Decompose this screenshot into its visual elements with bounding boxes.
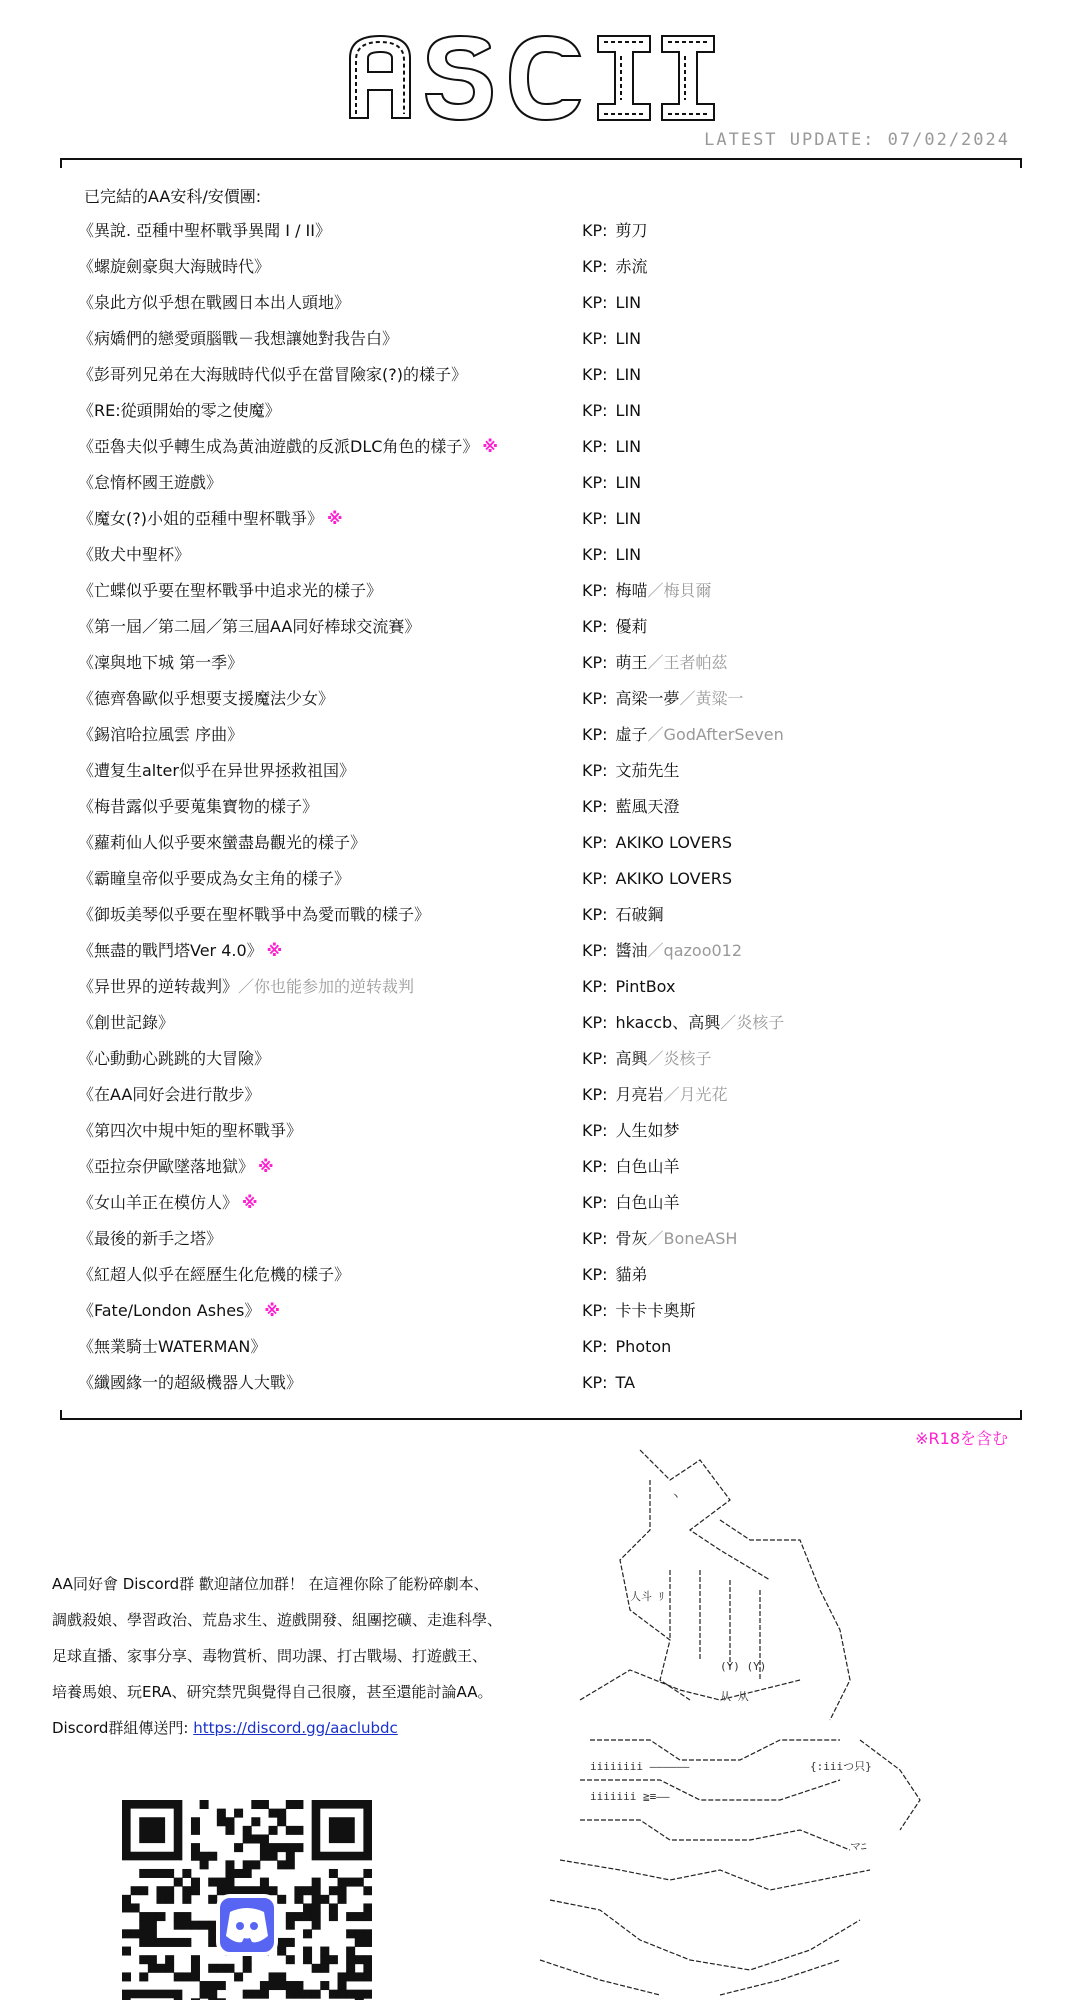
entry-title xyxy=(78,1336,266,1358)
kp-name: 文茄先生 xyxy=(615,761,680,780)
kp-prefix: KP: xyxy=(582,401,608,420)
entry-title xyxy=(78,904,430,926)
list-item xyxy=(78,400,1038,436)
kp-alias: ／qazoo012 xyxy=(647,941,743,960)
latest-update: LATEST UPDATE: 07/02/2024 xyxy=(704,130,1010,150)
list-item xyxy=(78,1048,1038,1084)
list-item xyxy=(78,220,1038,256)
list-item xyxy=(78,1264,1038,1300)
kp-prefix: KP: xyxy=(582,1229,608,1248)
entry-title xyxy=(78,364,467,386)
list-item xyxy=(78,868,1038,904)
kp-prefix: KP: xyxy=(582,617,608,636)
kp-name: hkaccb、高興 xyxy=(615,1013,721,1032)
kp-name: AKIKO LOVERS xyxy=(615,833,732,852)
entry-kp xyxy=(582,1048,712,1070)
kp-prefix: KP: xyxy=(582,1301,608,1320)
entry-kp xyxy=(582,1300,696,1322)
svg-text:从 从: 从 从 xyxy=(720,1690,749,1703)
svg-text:マﾆ: マﾆ xyxy=(850,1840,867,1853)
kp-alias: ／黃粱一 xyxy=(679,689,744,708)
kp-prefix: KP: xyxy=(582,221,608,240)
kp-name: LIN xyxy=(615,473,642,492)
entry-kp xyxy=(582,724,784,746)
list-item xyxy=(78,1192,1038,1228)
entry-title-text: 《創世記錄》 xyxy=(78,1013,175,1032)
list-item xyxy=(78,1084,1038,1120)
entry-kp xyxy=(582,220,648,242)
kp-prefix: KP: xyxy=(582,689,608,708)
entry-kp xyxy=(582,868,732,890)
entry-title xyxy=(78,1192,258,1214)
kp-name: 虛子 xyxy=(615,725,648,744)
entry-kp xyxy=(582,904,664,926)
entry-title xyxy=(78,1300,280,1322)
kp-name: 人生如梦 xyxy=(615,1121,680,1140)
kp-prefix: KP: xyxy=(582,1049,608,1068)
entry-title xyxy=(78,508,343,530)
kp-prefix: KP: xyxy=(582,1193,608,1212)
kp-alias: ／月光花 xyxy=(663,1085,728,1104)
kp-name: 石破鋼 xyxy=(615,905,664,924)
r18-mark: ※ xyxy=(266,941,283,960)
entry-title-text: 《無業騎士WATERMAN》 xyxy=(78,1337,267,1356)
list-item xyxy=(78,796,1038,832)
entry-title-text: 《魔女(?)小姐的亞種中聖杯戰爭》 xyxy=(78,509,323,528)
entry-title-text: 《第一屆／第二屆／第三屆AA同好棒球交流賽》 xyxy=(78,617,421,636)
entry-title-text: 《錫涫哈拉風雲 序曲》 xyxy=(78,725,244,744)
entry-title-text: 《蘿莉仙人似乎要來蠻盡島觀光的樣子》 xyxy=(78,833,367,852)
entry-kp xyxy=(582,688,744,710)
list-item xyxy=(78,1300,1038,1336)
kp-alias: ／梅貝爾 xyxy=(647,581,712,600)
kp-prefix: KP: xyxy=(582,1373,608,1392)
entry-title-text: 《御坂美琴似乎要在聖杯戰爭中為愛而戰的樣子》 xyxy=(78,905,431,924)
entry-title-text: 《心動動心跳跳的大冒險》 xyxy=(78,1049,271,1068)
kp-name: 白色山羊 xyxy=(615,1157,680,1176)
kp-prefix: KP: xyxy=(582,1265,608,1284)
entry-title xyxy=(78,472,222,494)
entry-title xyxy=(78,328,398,350)
kp-prefix: KP: xyxy=(582,1337,608,1356)
entry-title xyxy=(78,1012,174,1034)
entry-title xyxy=(78,1264,350,1286)
list-item xyxy=(78,328,1038,364)
entry-title-text: 《彭哥列兄弟在大海賊時代似乎在當冒險家(?)的樣子》 xyxy=(78,365,467,384)
blurb-line: 足球直播、家事分享、毒物賞析、問功課、打古戰場、打遊戲王、 xyxy=(52,1647,488,1665)
kp-name: 萌王 xyxy=(615,653,648,672)
entry-title-text: 《怠惰杯國王遊戲》 xyxy=(78,473,223,492)
entry-title-text: 《Fate/London Ashes》 xyxy=(78,1301,261,1320)
kp-prefix: KP: xyxy=(582,545,608,564)
entry-title-text: 《霸瞳皇帝似乎要成為女主角的樣子》 xyxy=(78,869,351,888)
kp-prefix: KP: xyxy=(582,293,608,312)
kp-name: 卡卡卡奧斯 xyxy=(615,1301,696,1320)
svg-text:丶: 丶 xyxy=(670,1490,681,1503)
entry-title xyxy=(78,256,270,278)
kp-name: 藍風天澄 xyxy=(615,797,680,816)
kp-prefix: KP: xyxy=(582,257,608,276)
entry-kp xyxy=(582,1336,671,1358)
kp-name: LIN xyxy=(615,401,642,420)
list-item xyxy=(78,688,1038,724)
blurb-line: 調戲殺娘、學習政治、荒島求生、遊戲開發、組團挖礦、走進科學、 xyxy=(52,1611,503,1629)
kp-name: 梅喵 xyxy=(615,581,648,600)
list-item xyxy=(78,1120,1038,1156)
list-item xyxy=(78,940,1038,976)
kp-alias: ／炎核子 xyxy=(647,1049,712,1068)
entry-kp xyxy=(582,256,648,278)
r18-mark: ※ xyxy=(482,437,498,456)
entry-title-text: 《亡蝶似乎要在聖杯戰爭中追求光的樣子》 xyxy=(78,581,383,600)
entry-kp xyxy=(582,616,648,638)
entry-title xyxy=(78,868,350,890)
bottom-left-tick xyxy=(60,1410,62,1420)
entry-title-text: 《德齊魯歐似乎想要支援魔法少女》 xyxy=(78,689,335,708)
list-item xyxy=(78,436,1038,472)
kp-name: 白色山羊 xyxy=(615,1193,680,1212)
entry-title-text: 《無盡的戰鬥塔Ver 4.0》 xyxy=(78,941,263,960)
entry-kp xyxy=(582,1012,784,1034)
list-item xyxy=(78,616,1038,652)
entry-title-text: 《在AA同好会进行散步》 xyxy=(78,1085,261,1104)
entry-title xyxy=(78,760,355,782)
bottom-right-tick xyxy=(1020,1410,1022,1420)
entry-title xyxy=(78,796,318,818)
blurb-line: AA同好會 Discord群 歡迎諸位加群！ 在這裡你除了能粉碎劇本、 xyxy=(52,1575,489,1593)
entry-title xyxy=(78,1084,260,1106)
kp-name: TA xyxy=(615,1373,636,1392)
entry-title-text: 《敗犬中聖杯》 xyxy=(78,545,191,564)
entry-title xyxy=(78,580,382,602)
section-title: 已完結的AA安科/安價團: xyxy=(84,187,262,206)
kp-prefix: KP: xyxy=(582,905,608,924)
kp-name: LIN xyxy=(615,509,642,528)
entry-kp xyxy=(582,580,712,602)
entry-title xyxy=(78,976,414,998)
entry-title xyxy=(78,220,331,242)
entry-kp xyxy=(582,652,728,674)
entry-title-text: 《RE:從頭開始的零之使魔》 xyxy=(78,401,281,420)
discord-link-row xyxy=(52,1710,522,1746)
r18-mark: ※ xyxy=(258,1157,274,1176)
kp-name: 高興 xyxy=(615,1049,648,1068)
kp-prefix: KP: xyxy=(582,1157,608,1176)
kp-name: LIN xyxy=(615,437,642,456)
list-item xyxy=(78,1336,1038,1372)
list-item xyxy=(78,904,1038,940)
entry-title xyxy=(78,436,498,458)
entry-kp xyxy=(582,292,641,314)
top-right-tick xyxy=(1020,158,1022,168)
svg-text:人斗 ﾘ: 人斗 ﾘ xyxy=(630,1590,665,1603)
svg-text:{:iiiつ只}: {:iiiつ只} xyxy=(810,1760,872,1773)
list-item xyxy=(78,580,1038,616)
kp-prefix: KP: xyxy=(582,1121,608,1140)
entry-title-text: 《最後的新手之塔》 xyxy=(78,1229,223,1248)
entry-title-text: 《泉此方似乎想在戰國日本出人頭地》 xyxy=(78,293,351,312)
entry-kp xyxy=(582,940,742,962)
kp-name: LIN xyxy=(615,365,642,384)
top-divider xyxy=(60,158,1022,160)
kp-prefix: KP: xyxy=(582,941,608,960)
svg-text:iiiiiii ≧≡‒‒: iiiiiii ≧≡‒‒ xyxy=(590,1790,670,1803)
list-item xyxy=(78,724,1038,760)
entry-title xyxy=(78,940,282,962)
r18-mark: ※ xyxy=(326,509,343,528)
list-item xyxy=(78,508,1038,544)
kp-name: 高梁一夢 xyxy=(615,689,680,708)
entry-kp xyxy=(582,1156,680,1178)
list-item xyxy=(78,1156,1038,1192)
kp-name: 貓弟 xyxy=(615,1265,648,1284)
entry-kp xyxy=(582,976,675,998)
bottom-divider xyxy=(60,1418,1022,1420)
entry-kp xyxy=(582,508,641,530)
kp-name: 月亮岩 xyxy=(615,1085,664,1104)
r18-mark: ※ xyxy=(264,1301,280,1320)
entry-title-text: 《病嬌們的戀愛頭腦戰－我想讓她對我告白》 xyxy=(78,329,399,348)
kp-alias: ／GodAfterSeven xyxy=(647,725,784,744)
kp-prefix: KP: xyxy=(582,797,608,816)
top-left-tick xyxy=(60,158,62,168)
entry-title xyxy=(78,724,243,746)
entry-title-text: 《凜與地下城 第一季》 xyxy=(78,653,244,672)
kp-name: 剪刀 xyxy=(615,221,648,240)
entry-title-text: 《紅超人似乎在經歷生化危機的樣子》 xyxy=(78,1265,351,1284)
entry-title-text: 《第四次中規中矩的聖杯戰爭》 xyxy=(78,1121,303,1140)
kp-prefix: KP: xyxy=(582,653,608,672)
entry-title xyxy=(78,1228,222,1250)
list-item xyxy=(78,760,1038,796)
list-item xyxy=(78,256,1038,292)
list-item xyxy=(78,1228,1038,1264)
ascii-art-character xyxy=(520,1440,980,2000)
kp-prefix: KP: xyxy=(582,1085,608,1104)
kp-prefix: KP: xyxy=(582,437,608,456)
kp-name: 優莉 xyxy=(615,617,648,636)
entry-title xyxy=(78,1372,302,1394)
list-item xyxy=(78,652,1038,688)
discord-logo-icon xyxy=(218,1896,276,1954)
kp-prefix: KP: xyxy=(582,473,608,492)
kp-prefix: KP: xyxy=(582,833,608,852)
entry-title-text: 《梅昔露似乎要蒐集寶物的樣子》 xyxy=(78,797,319,816)
svg-text:iiiiiiii ‒‒‒‒‒‒: iiiiiiii ‒‒‒‒‒‒ xyxy=(590,1760,690,1773)
svg-text:(Y) (Y): (Y) (Y) xyxy=(720,1660,767,1673)
entry-kp xyxy=(582,472,641,494)
entry-kp xyxy=(582,1192,680,1214)
kp-name: AKIKO LOVERS xyxy=(615,869,732,888)
kp-prefix: KP: xyxy=(582,365,608,384)
entry-title xyxy=(78,544,190,566)
kp-name: 赤流 xyxy=(615,257,648,276)
kp-alias: ／王者帕茲 xyxy=(647,653,728,672)
r18-mark: ※ xyxy=(242,1193,258,1212)
entry-title xyxy=(78,400,281,422)
campaign-list xyxy=(78,220,1038,1408)
kp-alias: ／炎核子 xyxy=(720,1013,785,1032)
entry-title xyxy=(78,1048,270,1070)
entry-title-text: 《異說. 亞種中聖杯戰爭異聞 I / II》 xyxy=(78,221,331,240)
blurb-line: 培養馬娘、玩ERA、研究禁咒與覺得自己很廢，甚至還能討論AA。 xyxy=(52,1683,493,1701)
kp-name: Photon xyxy=(615,1337,672,1356)
kp-name: LIN xyxy=(615,329,642,348)
entry-kp xyxy=(582,364,641,386)
list-item xyxy=(78,364,1038,400)
kp-prefix: KP: xyxy=(582,509,608,528)
entry-title-text: 《纖國緣一的超級機器人大戰》 xyxy=(78,1373,303,1392)
discord-qr-code xyxy=(122,1800,372,2000)
entry-kp xyxy=(582,1228,737,1250)
discord-invite-link[interactable]: https://discord.gg/aaclubdc xyxy=(193,1719,398,1737)
list-item xyxy=(78,976,1038,1012)
entry-kp xyxy=(582,832,732,854)
kp-prefix: KP: xyxy=(582,761,608,780)
kp-alias: ／BoneASH xyxy=(647,1229,738,1248)
kp-prefix: KP: xyxy=(582,581,608,600)
ascii-logo xyxy=(340,28,730,128)
list-item xyxy=(78,832,1038,868)
entry-title-text: 《螺旋劍豪與大海賊時代》 xyxy=(78,257,271,276)
entry-kp xyxy=(582,760,680,782)
entry-title xyxy=(78,616,420,638)
entry-kp xyxy=(582,328,641,350)
kp-prefix: KP: xyxy=(582,329,608,348)
entry-kp xyxy=(582,436,641,458)
kp-name: 醬油 xyxy=(615,941,648,960)
entry-kp xyxy=(582,796,680,818)
kp-name: PintBox xyxy=(615,977,676,996)
discord-blurb xyxy=(52,1566,522,1746)
entry-title xyxy=(78,688,334,710)
list-item xyxy=(78,544,1038,580)
entry-kp xyxy=(582,1084,728,1106)
entry-subtitle: ／你也能参加的逆转裁判 xyxy=(238,977,415,996)
entry-title xyxy=(78,1120,302,1142)
kp-prefix: KP: xyxy=(582,725,608,744)
kp-prefix: KP: xyxy=(582,869,608,888)
kp-name: 骨灰 xyxy=(615,1229,648,1248)
kp-name: LIN xyxy=(615,545,642,564)
entry-title-text: 《女山羊正在模仿人》 xyxy=(78,1193,239,1212)
entry-title-text: 《亞拉奈伊歐墜落地獄》 xyxy=(78,1157,255,1176)
list-item xyxy=(78,292,1038,328)
entry-kp xyxy=(582,1372,635,1394)
entry-title xyxy=(78,652,243,674)
list-item xyxy=(78,1012,1038,1048)
list-item xyxy=(78,472,1038,508)
entry-title-text: 《遭复生alter似乎在异世界拯救祖国》 xyxy=(78,761,355,780)
entry-kp xyxy=(582,400,641,422)
kp-name: LIN xyxy=(615,293,642,312)
entry-kp xyxy=(582,1120,680,1142)
kp-prefix: KP: xyxy=(582,977,608,996)
list-item xyxy=(78,1372,1038,1408)
entry-title-text: 《亞魯夫似乎轉生成為黃油遊戲的反派DLC角色的樣子》 xyxy=(78,437,479,456)
entry-title xyxy=(78,1156,274,1178)
entry-title xyxy=(78,832,366,854)
entry-kp xyxy=(582,544,641,566)
kp-prefix: KP: xyxy=(582,1013,608,1032)
entry-title xyxy=(78,292,350,314)
entry-title-text: 《异世界的逆转裁判》 xyxy=(78,977,239,996)
entry-kp xyxy=(582,1264,648,1286)
discord-link-label: Discord群組傳送門: xyxy=(52,1719,189,1737)
r18-footnote: ※R18を含む xyxy=(915,1429,1008,1448)
